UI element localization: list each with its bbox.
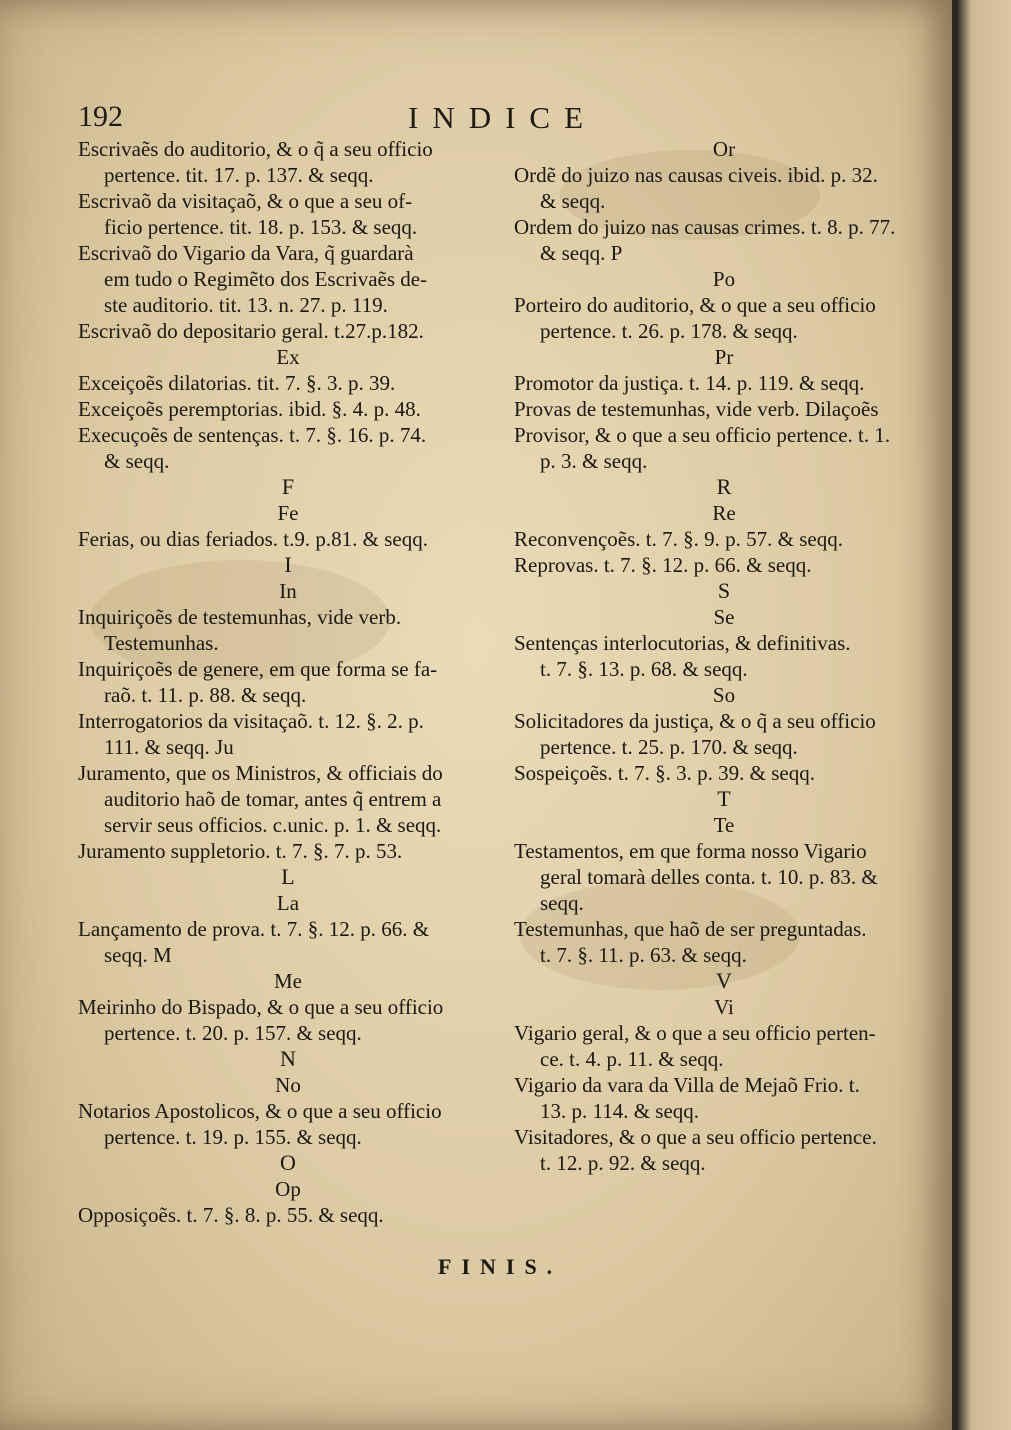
index-entry: Vigario da vara da Villa de Mejaõ Frio. t. <box>514 1073 860 1097</box>
index-subheading: Po <box>712 267 736 291</box>
index-entry-continuation: & seqq. P <box>540 241 623 265</box>
index-entry-continuation: seqq. M <box>104 943 172 967</box>
index-subheading: La <box>276 891 300 915</box>
index-entry-continuation: Testemunhas. <box>104 631 219 655</box>
index-letter-heading: I <box>284 552 292 577</box>
index-entry: Juramento suppletorio. t. 7. §. 7. p. 53. <box>78 839 403 863</box>
index-entry-continuation: t. 7. §. 11. p. 63. & seqq. <box>540 943 747 967</box>
index-entry-continuation: pertence. t. 20. p. 157. & seqq. <box>104 1021 362 1045</box>
index-subheading: Fe <box>277 501 299 525</box>
index-entry-continuation: pertence. tit. 17. p. 137. & seqq. <box>104 163 374 187</box>
index-letter-heading: N <box>280 1046 296 1071</box>
index-entry: Meirinho do Bispado, & o que a seu officio <box>78 995 444 1019</box>
page-title: INDICE <box>408 100 598 135</box>
index-entry-continuation: geral tomarà delles conta. t. 10. p. 83. & <box>540 865 878 889</box>
index-entry-continuation: & seqq. <box>540 189 606 213</box>
index-letter-heading: V <box>716 968 732 993</box>
index-entry: Visitadores, & o que a seu officio pertence. <box>514 1125 877 1149</box>
index-entry: Vigario geral, & o que a seu officio perten- <box>514 1021 876 1045</box>
index-subheading: Re <box>712 501 736 525</box>
index-subheading: Or <box>712 137 736 161</box>
index-entry-continuation: ficio pertence. tit. 18. p. 153. & seqq. <box>104 215 418 239</box>
index-entry-continuation: em tudo o Regimẽto dos Escrivaẽs de- <box>104 267 428 291</box>
index-entry: Provisor, & o que a seu officio pertence. t. 1. <box>514 423 891 447</box>
index-entry: Ordẽ do juizo nas causas civeis. ibid. p. 32. <box>514 163 878 187</box>
index-column-left <box>78 136 498 1228</box>
index-entry: Escrivaõ da visitaçaõ, & o que a seu of- <box>78 189 413 213</box>
index-entry-continuation: pertence. t. 26. p. 178. & seqq. <box>540 319 798 343</box>
index-entry: Promotor da justiça. t. 14. p. 119. & seqq. <box>514 371 865 395</box>
index-entry-continuation: ce. t. 4. p. 11. & seqq. <box>540 1047 724 1071</box>
index-letter-heading: F <box>281 474 295 499</box>
adjacent-page-edge <box>958 0 1011 1430</box>
index-entry: Porteiro do auditorio, & o que a seu officio <box>514 293 876 317</box>
index-entry: Inquiriçoẽs de testemunhas, vide verb. <box>78 605 402 629</box>
index-entry: Provas de testemunhas, vide verb. Dilaçoẽs <box>514 397 879 421</box>
index-entry: Notarios Apostolicos, & o que a seu officio <box>78 1099 442 1123</box>
index-entry: Escrivaõ do Vigario da Vara, q̃ guardarà <box>78 241 414 265</box>
index-entry: Lançamento de prova. t. 7. §. 12. p. 66. & <box>78 917 430 941</box>
index-entry-continuation: t. 12. p. 92. & seqq. <box>540 1151 706 1175</box>
index-entry: Ordem do juizo nas causas crimes. t. 8. p. 77. <box>514 215 896 239</box>
index-subheading: Ex <box>276 345 300 369</box>
index-entry: Testemunhas, que haõ de ser preguntadas. <box>514 917 867 941</box>
index-entry: Testamentos, em que forma nosso Vigario <box>514 839 867 863</box>
index-letter-heading: L <box>281 864 295 889</box>
index-entry-continuation: t. 7. §. 13. p. 68. & seqq. <box>540 657 748 681</box>
index-entry-continuation: ste auditorio. tit. 13. n. 27. p. 119. <box>104 293 388 317</box>
index-letter-heading: O <box>280 1150 296 1175</box>
index-entry-continuation: servir seus officios. c.unic. p. 1. & seqq. <box>104 813 442 837</box>
index-subheading: Vi <box>714 995 734 1019</box>
index-subheading: In <box>279 579 297 603</box>
index-subheading: Pr <box>714 345 734 369</box>
index-entry: Escrivaẽs do auditorio, & o q̃ a seu officio <box>78 137 433 161</box>
index-entry-continuation: seqq. <box>540 891 584 915</box>
index-subheading: Te <box>713 813 735 837</box>
index-entry: Ferias, ou dias feriados. t.9. p.81. & seqq. <box>78 527 428 551</box>
index-entry: Exceiçoẽs dilatorias. tit. 7. §. 3. p. 39. <box>78 371 396 395</box>
index-column-right <box>514 136 934 1176</box>
index-entry: Sospeiçoẽs. t. 7. §. 3. p. 39. & seqq. <box>514 761 815 785</box>
index-letter-heading: S <box>717 578 731 603</box>
index-entry: Reconvençoẽs. t. 7. §. 9. p. 57. & seqq. <box>514 527 843 551</box>
index-entry: Exceiçoẽs peremptorias. ibid. §. 4. p. 48. <box>78 397 421 421</box>
index-entry: Juramento, que os Ministros, & officiais do <box>78 761 443 785</box>
finis-text: FINIS. <box>438 1254 563 1279</box>
index-letter-heading: R <box>716 474 732 499</box>
index-subheading: Op <box>275 1177 301 1201</box>
index-subheading: Me <box>274 969 302 993</box>
page-number: 192 <box>78 100 123 133</box>
index-entry-continuation: 13. p. 114. & seqq. <box>540 1099 700 1123</box>
index-entry-continuation: p. 3. & seqq. <box>540 449 648 473</box>
index-entry-continuation: & seqq. <box>104 449 170 473</box>
index-entry-continuation: pertence. t. 25. p. 170. & seqq. <box>540 735 798 759</box>
index-entry: Opposiçoẽs. t. 7. §. 8. p. 55. & seqq. <box>78 1203 384 1227</box>
index-entry-continuation: raõ. t. 11. p. 88. & seqq. <box>104 683 307 707</box>
index-entry: Sentenças interlocutorias, & definitivas. <box>514 631 851 655</box>
index-entry-continuation: 111. & seqq. Ju <box>104 735 234 759</box>
page-header <box>78 100 938 134</box>
index-letter-heading: T <box>717 786 731 811</box>
index-entry: Execuçoẽs de sentenças. t. 7. §. 16. p. 74. <box>78 423 427 447</box>
index-subheading: No <box>275 1073 301 1097</box>
index-subheading: Se <box>713 605 735 629</box>
index-entry: Reprovas. t. 7. §. 12. p. 66. & seqq. <box>514 553 812 577</box>
index-entry: Solicitadores da justiça, & o q̃ a seu officio <box>514 709 876 733</box>
index-entry-continuation: pertence. t. 19. p. 155. & seqq. <box>104 1125 362 1149</box>
index-entry: Inquiriçoẽs de genere, em que forma se fa- <box>78 657 438 681</box>
index-entry: Escrivaõ do depositario geral. t.27.p.182. <box>78 319 424 343</box>
index-entry-continuation: auditorio haõ de tomar, antes q̃ entrem a <box>104 787 442 811</box>
index-entry: Interrogatorios da visitaçaõ. t. 12. §. 2. p. <box>78 709 424 733</box>
index-subheading: So <box>712 683 736 707</box>
